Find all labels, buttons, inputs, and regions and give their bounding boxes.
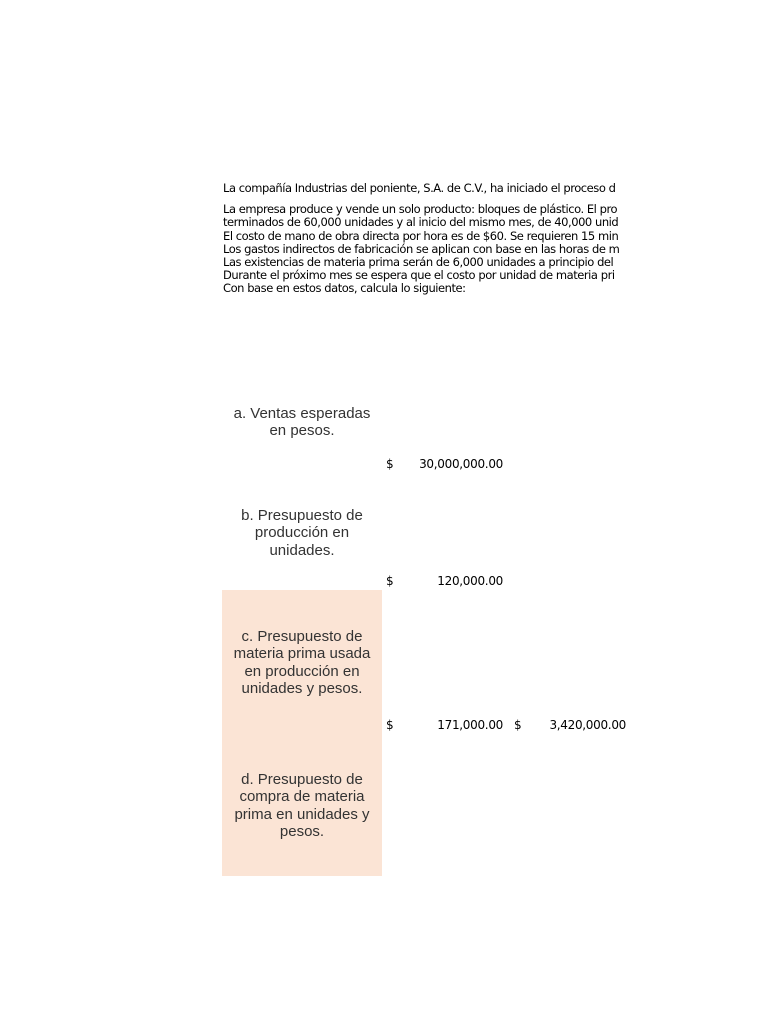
answer-c-pesos-amount: 3,420,000.00 [549,718,626,732]
question-d-label: d. Presupuesto de compra de materia prima en unidades y pesos. [234,771,370,841]
answer-a-currency: $ [386,457,394,471]
paragraph-line-2: terminados de 60,000 unidades y al inicio del mismo mes, de 40,000 unid [223,215,619,230]
question-b-label: b. Presupuesto de producción en unidades. [241,507,363,559]
answer-b-amount: 120,000.00 [437,574,503,588]
question-c-label: c. Presupuesto de materia prima usada en producción en unidades y pesos. [233,628,371,698]
paragraph-line-3: El costo de mano de obra directa por hora es de $60. Se requieren 15 min [223,228,619,243]
answer-c-units-currency: $ [386,718,394,732]
paragraph-line-7: Con base en estos datos, calcula lo siguiente: [223,281,466,296]
answer-c-pesos-currency: $ [514,718,522,732]
question-a-label: a. Ventas esperadas en pesos. [233,405,371,440]
paragraph-line-1: La empresa produce y vende un solo producto: bloques de plástico. El pro [223,202,618,217]
answer-c-units-amount: 171,000.00 [437,718,503,732]
paragraph-line-4: Los gastos indirectos de fabricación se aplican con base en las horas de m [223,241,620,256]
problem-statement [223,182,632,296]
answer-a-amount: 30,000,000.00 [419,457,503,471]
intro-line-1: La compañía Industrias del poniente, S.A. de C.V., ha iniciado el proceso d [223,182,616,195]
paragraph-line-5: Las existencias de materia prima serán de 6,000 unidades a principio del [223,254,614,269]
answer-b-currency: $ [386,574,394,588]
paragraph-line-6: Durante el próximo mes se espera que el costo por unidad de materia pri [223,268,615,283]
